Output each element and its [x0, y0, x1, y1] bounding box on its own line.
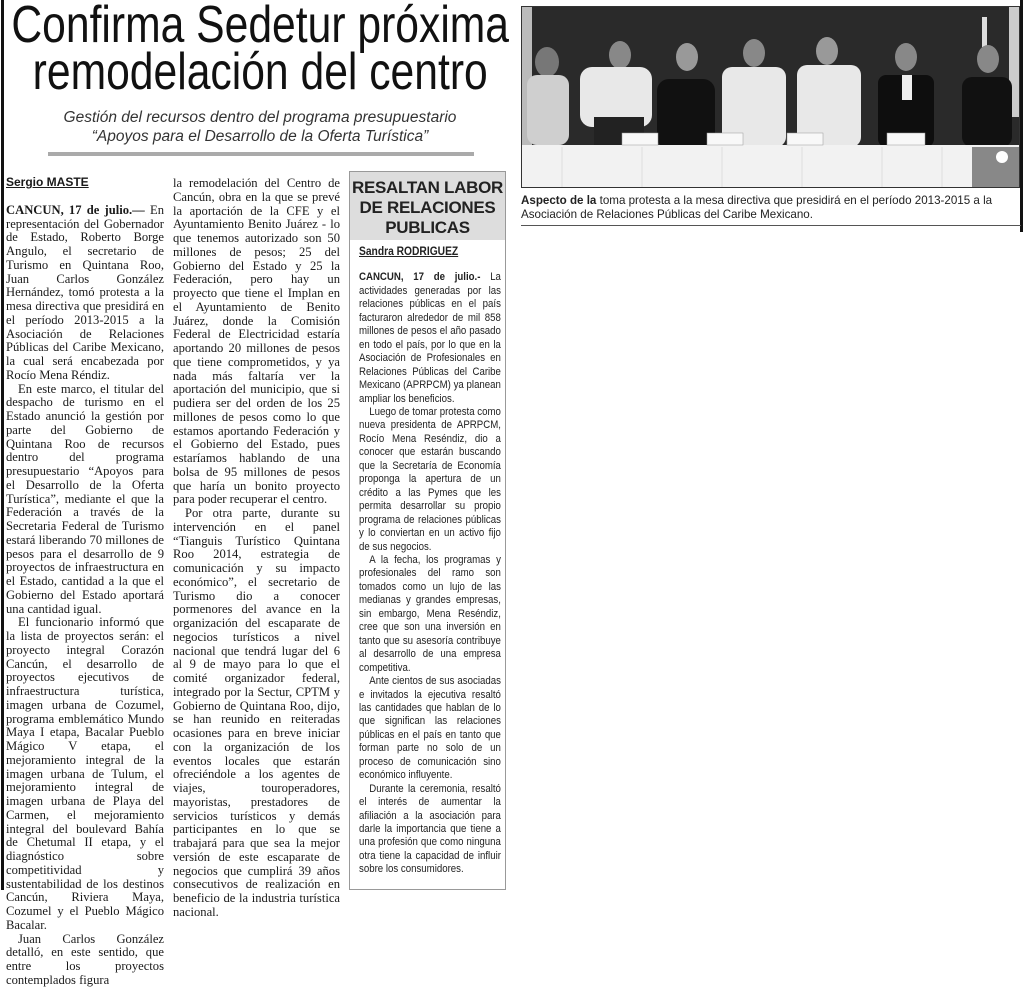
- caption-divider: [521, 225, 1021, 226]
- paragraph: Durante la ceremonia, resaltó el interés de aumentar la afiliación a la asociación para darle la importancia que tiene a una profesión que como ninguna otra tiene la capacidad de influir sobre los consumidores.: [359, 782, 501, 876]
- photo-caption: [521, 194, 1021, 221]
- sidebar-byline: Sandra RODRIGUEZ: [359, 244, 459, 258]
- subheadline-line-1: Gestión del recursos dentro del programa presupuestario: [63, 109, 457, 126]
- paragraph: Juan Carlos González detalló, en este sentido, que entre los proyectos contemplados figura: [6, 931, 164, 987]
- paragraph: En este marco, el titular del despacho de turismo en el Estado anunció la gestión por parte del Gobierno de Quintana Roo de recursos dentro del programa presupuestario “Apoyos para el Desarrollo de la Oferta Turística”, mediante el que la Federación a través de la Secretaria Federal de Turismo estará liberando 70 millones de pesos para el desarrollo de 9 proyectos de infraestructura en el Estado, cantidad a la que el Gobierno del Estado aportará una cantidad igual.: [6, 381, 164, 616]
- caption-lead: Aspecto de la: [521, 194, 597, 207]
- dateline: CANCUN, 17 de julio.—: [6, 202, 145, 217]
- subheadline-divider: [48, 152, 474, 156]
- paragraph: [6, 204, 164, 383]
- headline-line-1: Confirma Sedetur próxima: [11, 0, 510, 54]
- paragraph-text: En representación del Gobernador de Estado, Roberto Borge Angulo, el secretario de Turismo en Quintana Roo, Juan Carlos González Hernández, tomó protesta a la mesa directiva que presidirá en el período 2013-2015 a la Asociación de Relaciones Públicas del Caribe Mexicano, la cual será encabezada por Rocío Mena Réndiz.: [6, 202, 164, 382]
- left-column-rule: [1, 0, 4, 890]
- headline-line-2: remodelación del centro: [32, 43, 488, 101]
- subheadline-line-2: “Apoyos para el Desarrollo de la Oferta Turística”: [91, 128, 429, 145]
- caption-text: toma protesta a la mesa directiva que presidirá en el período 2013-2015 a la Asociación de Relaciones Públicas del Caribe Mexicano.: [521, 194, 993, 221]
- ceremony-photo: [521, 6, 1020, 188]
- paragraph-text: La actividades generadas por las relaciones públicas en el país facturaron alrededor de mil 858 millones de pesos el año pasado en todo el país, por lo que en la Asociación de Profesionales en Relaciones Públicas del Caribe Mexicano (APRPCM) ya planean ampliar los beneficios.: [359, 271, 501, 405]
- article-column-1: [6, 176, 164, 988]
- ceremony-photo-image: [522, 7, 1019, 187]
- paragraph: la remodelación del Centro de Cancún, obra en la que se prevé la aportación de la CFE y el Ayuntamiento Benito Juárez - lo que tenemos autorizado son 50 millones de pesos; 25 del Gobierno del Estado y 25 la Federación, pero hay un proyecto que tiene el Implan en el Ayuntamiento de Benito Juárez, donde la Comisión Federal de Electricidad estaría aportando 20 millones de pesos que tiene comprometidos, y ya nada más faltaría ver la aportación del municipio, que si pudiera ser del orden de los 25 millones de pesos como lo que estamos aportando Federación y el Gobierno del Estado, pues estaríamos hablando de una bolsa de 95 millones de pesos que haría un bonito proyecto para poder recuperar el centro.: [173, 176, 340, 507]
- article-column-2: [173, 177, 340, 920]
- paragraph: [359, 271, 501, 406]
- sidebar-article: [349, 171, 506, 890]
- sidebar-title: RESALTAN LABOR DE RELACIONES PUBLICAS: [350, 172, 505, 240]
- paragraph: A la fecha, los programas y profesionales del ramo son tomados como un lujo de las medianas y grandes empresas, sin embargo, Mena Reséndiz, cree que son una inversión en tanto que su asesoría contribuye al desarrollo de una empresa competitiva.: [359, 553, 501, 674]
- paragraph: Ante cientos de sus asociadas e invitados la ejecutiva resaltó las cantidades que hablan de lo que significan las relaciones públicas en el país en tanto que forman parte no solo de un proceso de comunicación sino económico influyente.: [359, 675, 501, 782]
- sidebar-body: [359, 245, 501, 877]
- byline: Sergio MASTE: [6, 175, 89, 189]
- dateline: CANCUN, 17 de julio.-: [359, 271, 481, 284]
- paragraph: Por otra parte, durante su intervención en el panel “Tianguis Turístico Quintana Roo 2014, estrategia de comunicación y su impacto económico”, el secretario de Turismo dio a conocer pormenores del avance en la organización del escaparate de negocios turísticos a nivel nacional que tendrá lugar del 6 al 9 de mayo para lo que el comité organizador federal, integrado por la Sectur, CPTM y Gobierno de Quintana Roo, dijo, se han reunido en reiteradas ocasiones para en breve iniciar con la organización de los eventos locales que estarán ofreciéndole a los agentes de viajes, touroperadores, mayoristas, prestadores de servicios turísticos y demás participantes en lo que se trabajará para que sea la mejor versión de este escaparate de negocios que cumplirá 39 años consecutivos de realización en beneficio de la industria turística nacional.: [173, 506, 340, 919]
- paragraph: Luego de tomar protesta como nueva presidenta de APRPCM, Rocío Mena Reséndiz, dio a conocer que estarán buscando que la Secretaría de Economía proponga la apertura de un crédito a las Pymes que les permita desarrollar su propio programa de relaciones públicas y lo conviertan en un activo fijo de sus negocios.: [359, 405, 501, 553]
- subheadline: [10, 108, 510, 146]
- paragraph: El funcionario informó que la lista de proyectos serán: el proyecto integral Corazón Cancún, el desarrollo de proyectos ejecutivos de infraestructura turística, imagen urbana de Cozumel, programa emblemático Mundo Maya I etapa, Bacalar Pueblo Mágico V etapa, el mejoramiento integral de la imagen urbana de Tulum, el mejoramiento integral de imagen urbana de Playa del Carmen, el mejoramiento integral del boulevard Bahía de Chetumal II etapa, y el diagnóstico sobre competitividad y sustentabilidad de los destinos Cancún, Riviera Maya, Cozumel y el Pueblo Mágico Bacalar.: [6, 615, 164, 932]
